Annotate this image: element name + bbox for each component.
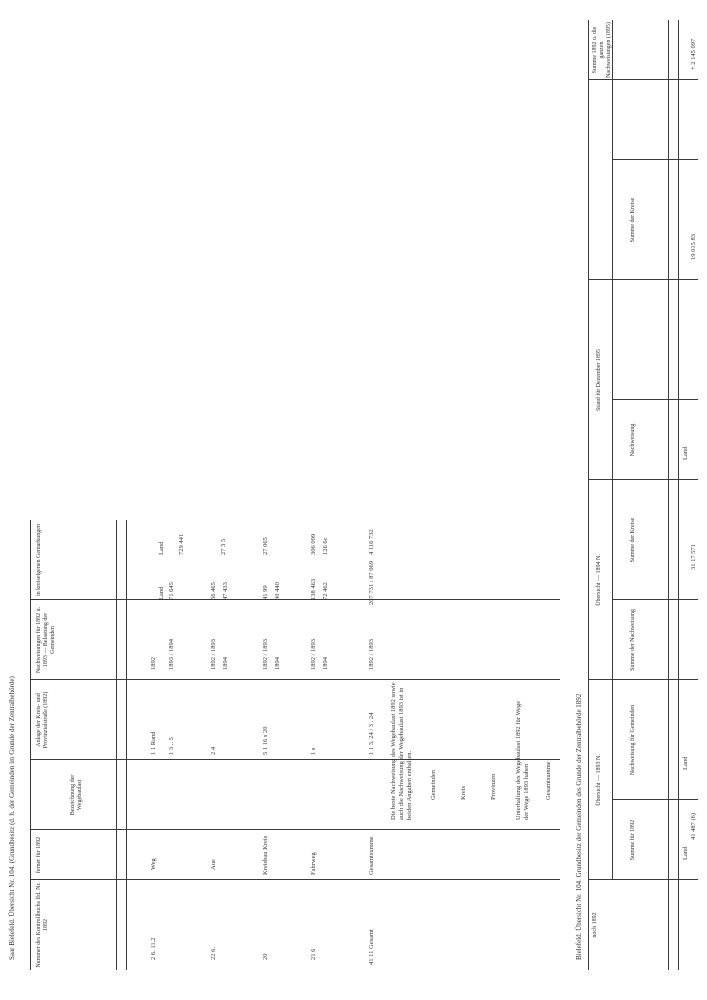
left-cell: 1894 [322, 657, 329, 670]
left-col-header: Anlage der Kreis- und Provinzialstraße (1892) [36, 691, 49, 749]
left-col-divider [30, 679, 560, 680]
right-cell: + 2 145 097 [690, 38, 697, 70]
left-note-line: Unterhaltung des Wegebaulast 1892 für Wege [515, 700, 522, 820]
right-col-divider [588, 879, 698, 880]
right-header-top-rule [588, 20, 589, 970]
left-col-header: Nummer des Kontrollbuchs lfd. Nr. 1892 [36, 882, 49, 968]
right-col-divider [588, 679, 698, 680]
right-col-divider [612, 799, 698, 800]
left-cell: 71 645 [168, 582, 175, 600]
left-col-divider [30, 599, 560, 600]
left-col-divider [30, 829, 560, 830]
left-cell: Land [158, 541, 165, 555]
right-col-divider [588, 79, 698, 80]
left-header-bottom-rule [116, 520, 117, 970]
right-sub-header: Summe der Kreise [630, 517, 636, 563]
left-cell: 2 4 [210, 746, 217, 755]
right-sub-header: Summe der Nachweisung [630, 609, 636, 671]
left-cell: 1892 / 1893 [310, 638, 317, 670]
left-col-divider [30, 879, 560, 880]
left-col-header: ferner für 1892 [36, 836, 42, 874]
right-sub-header: Nachweisung [630, 423, 636, 457]
left-header-top-rule [30, 520, 31, 970]
left-cell: Gesamtsumme [368, 836, 375, 875]
left-cell: 1 3 .. 5 [168, 737, 175, 755]
right-cell: 19 015 83 [690, 234, 697, 260]
left-cell: 41 99 [262, 585, 269, 600]
left-cell: 27 3 5 [220, 538, 227, 555]
left-note-line: Die beste Nachweisung des Wegebaulast 1892 sowie [390, 682, 397, 820]
right-sub-header: Nachweisung für Gemeinden [630, 704, 636, 776]
left-cell: 138 463 [310, 578, 317, 600]
left-cell: 2 6. 11.2 [150, 937, 157, 960]
right-group-header: Übersicht — 1894 N. [596, 554, 602, 606]
left-section-label: Kreis [460, 785, 467, 800]
left-cell: 1894 [222, 657, 229, 670]
left-cell: 22 6. [210, 947, 217, 960]
left-col-divider [30, 759, 560, 760]
right-col-divider [612, 159, 698, 160]
left-cell: Weg [150, 858, 157, 870]
right-sub-header: Summe der Kreise [630, 197, 636, 243]
left-cell: 1 1 3. 24 / 3 . 24 [368, 712, 375, 755]
right-col-divider [588, 279, 698, 280]
left-cell: 1892 / 1893 [210, 638, 217, 670]
right-col-divider [588, 479, 698, 480]
left-page-title: Saar Bielefeld. Übersicht Nr. 104. (Grundbesitz (d. h. der Gemeinden im Grunde der Zentralbehörde) [8, 676, 16, 960]
left-col-header: in kreiseigenen Gemarkungen [36, 524, 42, 596]
left-cell: 729 441 [178, 533, 185, 555]
left-cell: 207 731 / 87 069 [368, 560, 375, 605]
right-group-header: Summe 1892 u. die ganzen Nachweisungen (1895) [592, 22, 612, 78]
right-cell: Land [682, 756, 689, 770]
left-cell: 56 465 [210, 582, 217, 600]
left-cell: 30 440 [274, 582, 281, 600]
right-cell: Land [682, 446, 689, 460]
left-cell: 1 1 Rand [150, 731, 157, 755]
left-cell: 1893 / 1894 [168, 638, 175, 670]
right-cell: 31 17 571 [690, 544, 697, 570]
right-page-title: Bielefeld. Übersicht Nr. 104. Grundbesitz der Gemeinden des Grunde der Zentralbehörde 1892 [575, 693, 583, 960]
left-note-line: beiden Angaben enthalten. [406, 750, 413, 820]
right-group-header: Übersicht — 1893 N. [596, 754, 602, 806]
left-cell: Fahrweg [310, 852, 317, 875]
left-cell: Aue [210, 859, 217, 870]
left-cell: 72 462 [322, 582, 329, 600]
left-cell: Land [158, 586, 165, 600]
left-cell: 306 099 [310, 533, 317, 555]
left-cell: 27 065 [262, 537, 269, 555]
left-cell: 1892 / 1893 [368, 638, 375, 670]
left-cell: Kreisbau Kreis [262, 835, 269, 875]
right-header-bottom-rule [668, 20, 669, 970]
left-cell: 5 1 16 s 20 [262, 726, 269, 755]
left-section-label: Gemeinden [430, 770, 437, 800]
right-col-divider [612, 399, 698, 400]
left-cell: 1894 [274, 657, 281, 670]
left-cell: 1 s [310, 747, 317, 755]
left-cell: 20 [262, 953, 269, 960]
right-col-divider [612, 599, 698, 600]
left-cell: 47 433 [222, 582, 229, 600]
right-cell: Land [682, 846, 689, 860]
left-col-header: Nachweisungen für 1892 u. 1893 — Belastung der Gemeinden [36, 606, 56, 674]
left-cell: 1892 / 1893 [262, 638, 269, 670]
right-cell: 41 487 (6) [690, 812, 697, 840]
right-col-number-rule [678, 20, 679, 970]
right-sub-header: Summe für 1892 [630, 819, 636, 861]
left-col-number-rule [126, 520, 127, 970]
right-group-header: noch 1892 [592, 912, 598, 938]
left-section-label: Gesamtsumme [545, 761, 552, 800]
left-cell: 4 116 732 [368, 529, 375, 555]
right-group-header: Stand für Dezember 1895 [596, 349, 602, 411]
left-section-label: Provinzen [490, 773, 497, 800]
left-note-line: auch die Nachweisung der Wegebaulast 1893 ist in [398, 687, 405, 820]
left-col-header: Bezeichnung der Wegebaulast [70, 774, 83, 816]
left-cell: 126 6c [322, 537, 329, 555]
left-note-line: der Wege 1893 haben [523, 763, 530, 820]
right-subheader-rule [612, 20, 613, 880]
left-cell: 1892 [150, 657, 157, 670]
left-cell: 41 11 Gesamt [368, 929, 375, 965]
left-cell: 21 6 [310, 948, 317, 960]
